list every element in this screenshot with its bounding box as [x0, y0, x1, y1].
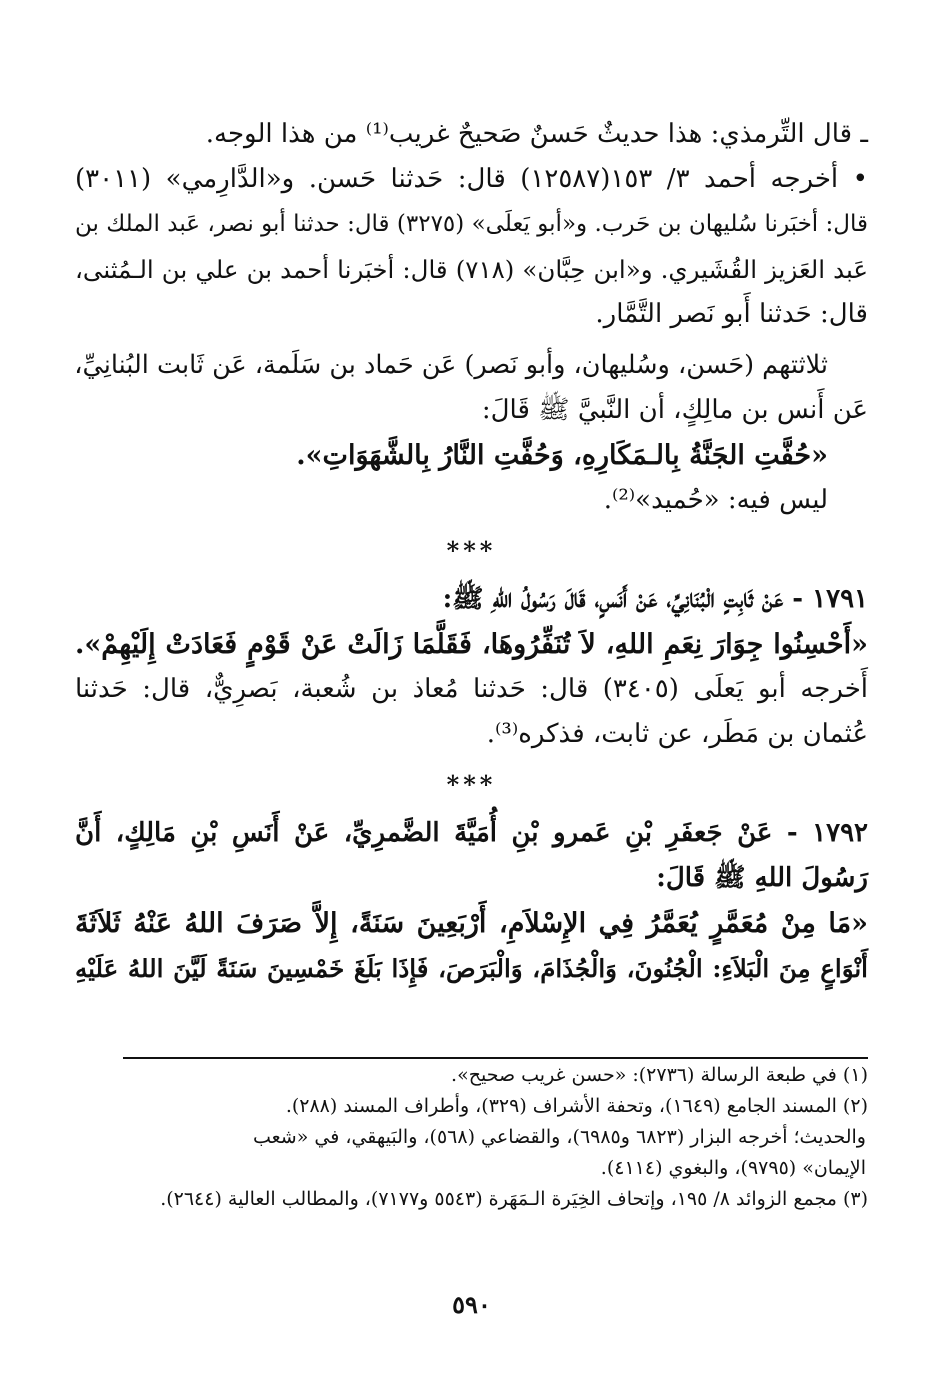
hadith-1792-heading-1: ١٧٩٢ - عَنْ جَعفَرِ بْنِ عَمرو بْنِ أُمَيَّةَ الضَّمرِيِّ، عَنْ أَنَسِ بْنِ مَالِكٍ، أَنَّ [75, 818, 868, 848]
tirmidhi-statement: ـ قال التِّرمذي: هذا حديثٌ حَسنٌ صَحيحٌ غريب⁽¹⁾ من هذا الوجه. [205, 119, 868, 149]
hadith-1791-takhrij-2: عُثمان بن مَطَر، عن ثابت، فذكره⁽³⁾. [486, 719, 868, 749]
section-separator: *** [446, 536, 497, 565]
footnote-3: (٣) مجمع الزوائد ٨/ ١٩٥، وإتحاف الخِيَرة الـمَهَرة (٥٥٤٣ و٧١٧٧)، والمطالب العالية (٢٦٤٤). [160, 1188, 868, 1210]
hadith-1792-text-2: أَنْوَاعٍ مِنَ الْبَلاَءِ: الْجُنُونَ، وَالْجُذَامَ، وَالْبَرَصَ، فَإِذَا بَلَغَ خَمْسِينَ سَنَةً لَيَّنَ اللهُ عَلَيْهِ [75, 954, 868, 983]
takhrij-line-1: • أخرجه أحمد ٣/ ١٥٣(١٢٥٨٧) قال: حَدثنا حَسن. و«الدَّارِمي» (٣٠١١) [75, 164, 868, 194]
footnote-2-continued-2: الإيمان» (٩٧٩٥)، والبغوي (٤١١٤). [600, 1157, 866, 1179]
page-number: ٥٩٠ [452, 1290, 491, 1319]
isnad-line-1: ثلاثتهم (حَسن، وسُليهان، وأبو نَصر) عَن حَماد بن سَلَمة، عَن ثَابت البُنانِيِّ، [74, 350, 828, 380]
hadith-1791-takhrij-1: أَخرجه أبو يَعلَى (٣٤٠٥) قال: حَدثنا مُعاذ بن شُعبة، بَصرِيٌّ، قال: حَدثنا [75, 674, 868, 704]
takhrij-line-2: قال: أخبَرنا سُليهان بن حَرب. و«أبو يَعلَى» (٣٢٧٥) قال: حدثنا أبو نصر، عَبد الملك بن [75, 211, 868, 237]
hadith-1791-heading: ١٧٩١ - عَنْ ثَابِتٍ الْبُنَانِيِّ، عَنْ أَنَسٍ، قَالَ رَسُولُ اللهِ ﷺ: [442, 584, 868, 614]
hadith-1792-heading-2: رَسُولَ اللهِ ﷺ قَالَ: [656, 863, 868, 893]
note-humaid: ليس فيه: «حُميد»⁽²⁾. [603, 485, 828, 515]
takhrij-line-3: عَبد العَزيز القُشَيري. و«ابن حِبَّان» (٧١٨) قال: أخبَرنا أحمد بن علي بن الـمُثنى، [75, 255, 869, 284]
footnote-1: (١) في طبعة الرسالة (٢٧٣٦): «حسن غريب صحيح». [451, 1064, 868, 1086]
footnotes [123, 1060, 868, 1215]
footnote-divider [123, 1057, 868, 1059]
footnote-2: (٢) المسند الجامع (١٦٤٩)، وتحفة الأشراف (٣٢٩)، وأطراف المسند (٢٨٨). [285, 1095, 868, 1117]
page-body [75, 112, 868, 991]
hadith-1792-text-1: «مَا مِنْ مُعَمَّرٍ يُعَمَّرُ فِي الإِسْلاَمِ، أَرْبَعِينَ سَنَةً، إِلاَّ صَرَفَ اللهُ عَنْهُ ثَلاَثَةَ [75, 908, 868, 939]
hadith-text: «حُفَّتِ الجَنَّةُ بِالـمَكَارِهِ، وَحُفَّتِ النَّارُ بِالشَّهَوَاتِ». [296, 440, 828, 471]
hadith-1791-text: «أَحْسِنُوا جِوَارَ نِعَمِ اللهِ، لاَ تُنَفِّرُوهَا، فَقَلَّمَا زَالَتْ عَنْ قَوْمٍ فَعَادَتْ إِلَيْهِمْ». [75, 629, 868, 660]
footnote-2-continued-1: والحديث؛ أخرجه البزار (٦٨٢٣ و٦٩٨٥)، والقضاعي (٥٦٨)، والبَيهقي، في «شعب [252, 1126, 866, 1148]
section-separator: *** [446, 770, 497, 799]
isnad-line-2: عَن أَنس بن مالِكٍ، أن النَّبيَّ ﷺ قَالَ: [481, 395, 868, 425]
takhrij-line-4: قال: حَدثنا أَبو نَصر التَّمَّار. [595, 299, 868, 329]
